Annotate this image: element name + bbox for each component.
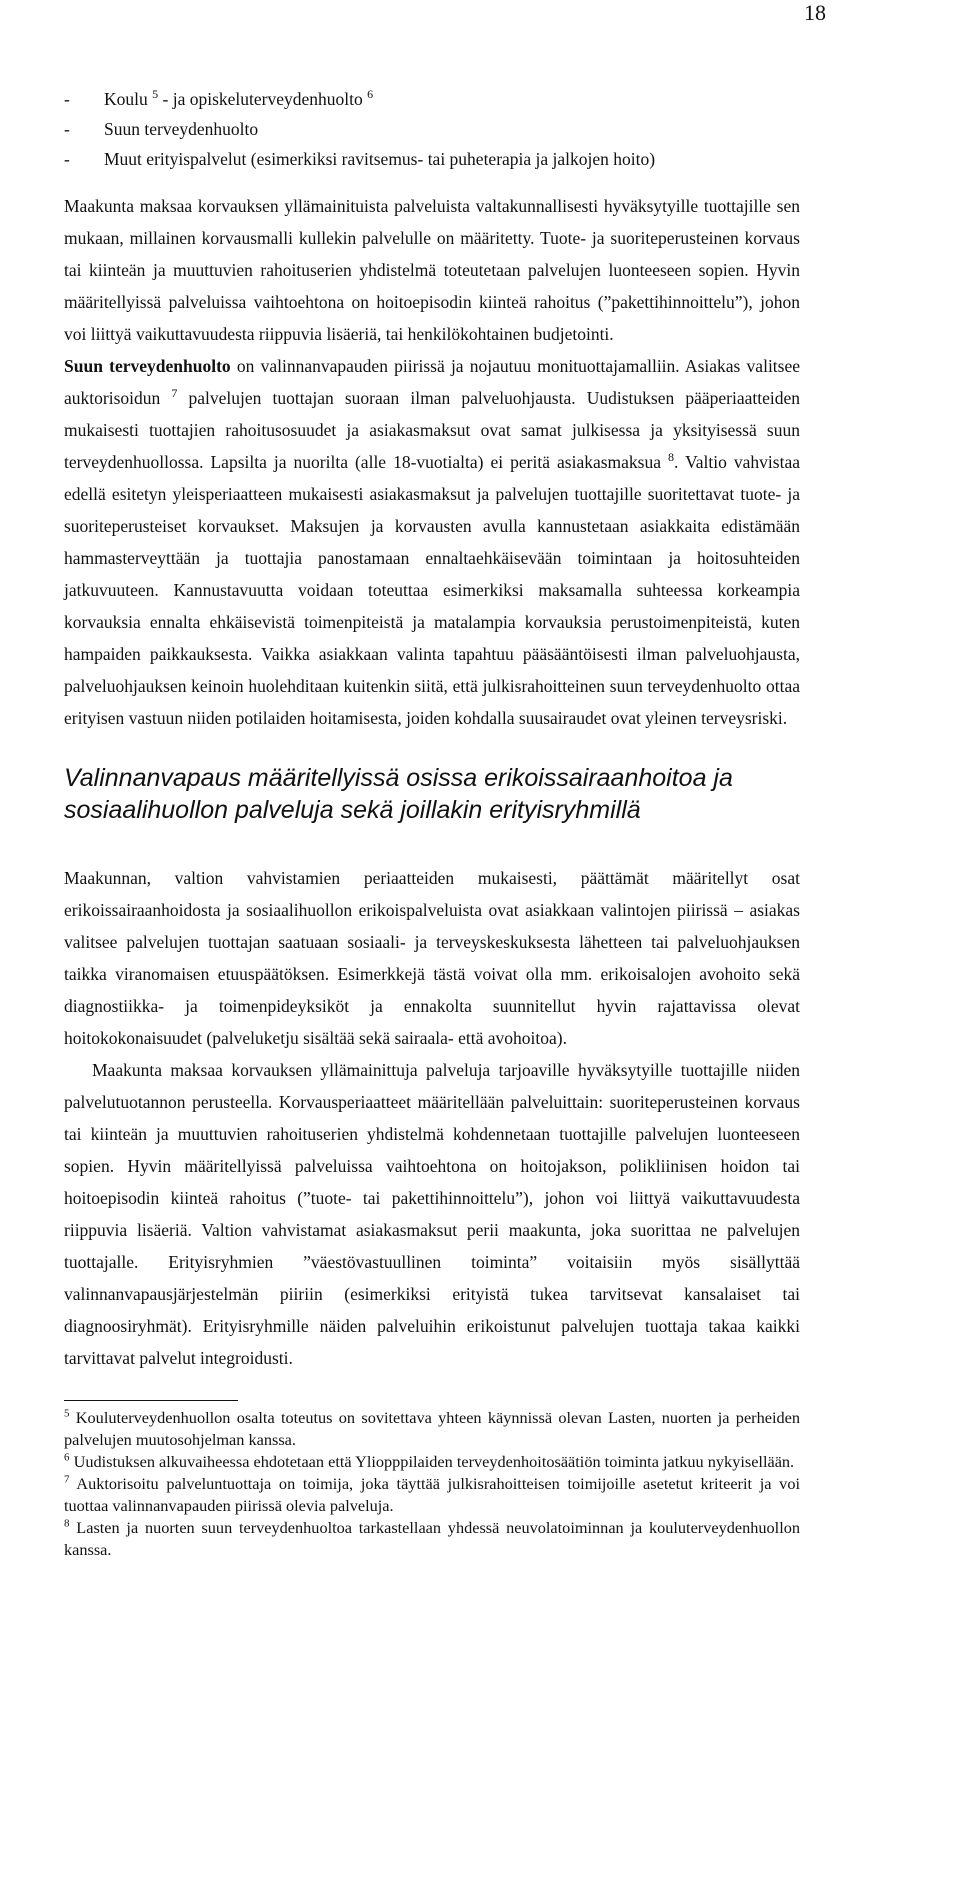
- footnote-number: 8: [64, 1517, 70, 1530]
- section-heading: Valinnanvapaus määritellyissä osissa erikoissairaanhoitoa ja sosiaalihuollon palveluja sekä joillakin erityisryhmillä: [64, 764, 733, 824]
- list-item: [64, 114, 800, 144]
- bold-term: Suun terveydenhuolto: [64, 356, 231, 376]
- footnote-divider: [64, 1400, 238, 1401]
- list-dash: -: [64, 149, 70, 169]
- list-item: [64, 144, 800, 174]
- footnote-text: Uudistuksen alkuvaiheessa ehdotetaan että Yliopppilaiden terveydenhoitosäätiön toiminta jatkuu nykyisellään.: [69, 1452, 795, 1471]
- paragraph-text: Maakunta maksaa korvauksen yllämainituista palveluista valtakunnallisesti hyväksytyille tuottajille sen mukaan, millainen korvausmalli kullekin palvelulle on määritetty. Tuote- ja suoriteperusteinen korvaus tai kiinteän ja muuttuvien rahoituserien yhdistelmä toteutetaan palvelujen luonteeseen sopien. Hyvin määritellyissä palveluissa vaihtoehtona on hoitoepisodin kiinteä rahoitus (”pakettihinnoittelu”), johon voi liittyä vaikuttavuudesta riippuvia lisäeriä, tai henkilökohtainen budjetointi.: [64, 196, 800, 344]
- footnote-number: 5: [64, 1407, 70, 1420]
- paragraph-specialised-care: Maakunnan, valtion vahvistamien periaatteiden mukaisesti, päättämät määritellyt osat erikoissairaanhoidosta ja sosiaalihuollon erikoispalveluista ovat asiakkaan valintojen piirissä – asiakas valitsee palvelujen tuottajan saatuaan sosiaali- ja terveyskeskuksesta lähetteen tai palveluohjauksen taikka viranomaisen etuuspäätöksen. Esimerkkejä tästä voivat olla mm. erikoisalojen avohoito sekä diagnostiikka- ja toimenpideyksiköt ja ennakolta suunnitellut hyvin rajattavissa olevat hoitokokonaisuudet (palveluketju sisältää sekä sairaala- että avohoitoa).: [64, 868, 800, 1048]
- footnote: [64, 1473, 800, 1517]
- paragraph-text: palvelujen tuottajan suoraan ilman palveluohjausta. Uudistuksen pääperiaatteiden mukaisesti tuottajien rahoitusosuudet ja asiakasmaksut ovat samat julkisessa ja yksityisessä suun terveydenhuollossa. Lapsilta ja nuorilta (alle 18-vuotialta) ei peritä asiakasmaksua: [64, 388, 800, 472]
- list-item-text: Koulu: [104, 89, 153, 109]
- footnote: [64, 1407, 800, 1451]
- list-dash: -: [64, 119, 70, 139]
- paragraph-compensation: [64, 190, 800, 350]
- paragraph-oral-health: [64, 350, 800, 734]
- footnote-number: 6: [64, 1451, 70, 1464]
- footnote-text: Kouluterveydenhuollon osalta toteutus on sovitettava yhteen käynnissä olevan Lasten, nuorten ja perheiden palvelujen muutosohjelman kanssa.: [64, 1408, 800, 1449]
- service-list: [64, 84, 800, 174]
- footnote-ref: 7: [171, 386, 178, 401]
- footnote-ref: 8: [668, 450, 675, 465]
- footnote-number: 7: [64, 1473, 70, 1486]
- list-dash: -: [64, 89, 70, 109]
- footnote-ref: 6: [367, 87, 374, 102]
- paragraph-compensation-specialised: Maakunta maksaa korvauksen yllämainittuja palveluja tarjoaville hyväksytyille tuottajille niiden palvelutuotannon perusteella. Korvausperiaatteet määritellään palveluittain: suoriteperusteinen korvaus tai kiinteän ja muuttuvien rahoituserien yhdistelmä kohdennetaan tuottajille palvelujen luonteeseen sopien. Hyvin määritellyissä palveluissa vaihtoehtona on hoitojakson, polikliinisen hoidon tai hoitoepisodin kiinteä rahoitus (”tuote- tai pakettihinnoittelu”), johon voi liittyä vaikuttavuudesta riippuvia lisäeriä. Valtion vahvistamat asiakasmaksut perii maakunta, joka suorittaa ne palvelujen tuottajalle. Erityisryhmien ”väestövastuullinen toiminta” voitaisiin myös sisällyttää valinnanvapausjärjestelmän piiriin (esimerkiksi erityistä tukea tarvitsevat kansalaiset tai diagnoosiryhmät). Erityisryhmille näiden palveluihin erikoistunut palvelujen tuottaja takaa kaikki tarvittavat palvelut integroidusti.: [64, 1060, 800, 1368]
- footnote-text: Lasten ja nuorten suun terveydenhuoltoa tarkastellaan yhdessä neuvolatoiminnan ja kouluterveydenhuollon kanssa.: [64, 1518, 800, 1559]
- footnote-ref: 5: [152, 87, 159, 102]
- footnote-text: Auktorisoitu palveluntuottaja on toimija, joka täyttää julkisrahoitteisen toimijoille asetetut kriteerit ja voi tuottaa valinnanvapauden piirissä olevia palveluja.: [64, 1474, 800, 1515]
- footnotes: [64, 1407, 800, 1561]
- list-item-text: Suun terveydenhuolto: [104, 119, 259, 139]
- paragraph-text: on valinnanvapauden piirissä ja nojautuu monituottajamalliin. Asiakas valitsee auktorisoidun: [64, 356, 801, 408]
- list-item-text: Muut erityispalvelut (esimerkiksi ravitsemus- tai puheterapia ja jalkojen hoito): [104, 149, 656, 169]
- list-item-text: - ja opiskeluterveydenhuolto: [158, 89, 368, 109]
- page-number: 18: [804, 0, 826, 25]
- list-item: [64, 84, 800, 114]
- footnote: [64, 1517, 800, 1561]
- footnote: [64, 1451, 800, 1473]
- paragraph-text: . Valtio vahvistaa edellä esitetyn yleisperiaatteen mukaisesti asiakasmaksut ja palvelujen tuottajille suoritettavat tuote- ja suoriteperusteiset korvaukset. Maksujen ja korvausten avulla kannustetaan asiakkaita edistämään hammasterveyttään ja tuottajia panostamaan ennaltaehkäisevään toimintaan ja hoitosuhteiden jatkuvuuteen. Kannustavuutta voidaan toteuttaa esimerkiksi maksamalla suhteessa korkeampia korvauksia ennalta ehkäisevistä toimenpiteistä ja matalampia korvauksia perustoimenpiteistä, kuten hampaiden paikkauksesta. Vaikka asiakkaan valinta tapahtuu pääsääntöisesti ilman palveluohjausta, palveluohjauksen keinoin huolehditaan kuitenkin siitä, että julkisrahoitteinen suun terveydenhuolto ottaa erityisen vastuun niiden potilaiden hoitamisesta, joiden kohdalla suusairaudet ovat yleinen terveysriski.: [64, 452, 800, 728]
- page-content: [64, 84, 800, 1561]
